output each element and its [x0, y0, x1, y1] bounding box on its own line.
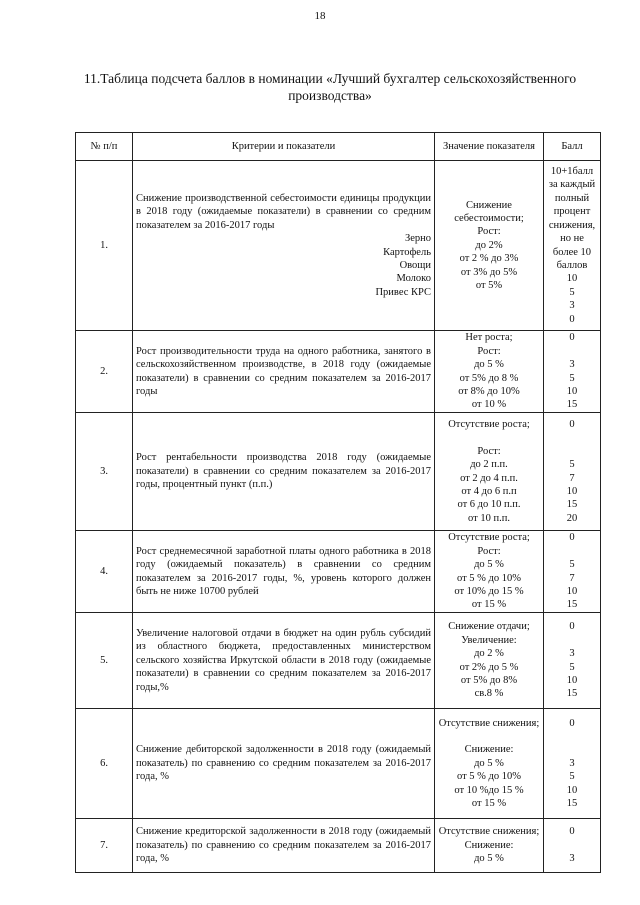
row-points	[544, 413, 601, 531]
indicator-line: от 4 до 6 п.п	[461, 485, 517, 497]
points-line	[547, 431, 597, 444]
row-number: 2.	[76, 331, 133, 413]
indicator-line: Отсутствие снижения;	[438, 717, 540, 729]
points-line: 15	[566, 798, 578, 810]
points-line: 15	[566, 399, 578, 411]
indicator-line: до 2 %	[474, 648, 504, 660]
table-row	[76, 819, 601, 873]
header-points: Балл	[544, 133, 601, 161]
indicator-line: Отсутствие снижения;	[438, 826, 540, 838]
sub-item: Овощи	[399, 259, 431, 271]
points-line	[547, 839, 597, 852]
row-number: 4.	[76, 531, 133, 613]
indicator-line: до 5 %	[474, 359, 504, 371]
indicator-line: Рост:	[477, 226, 501, 238]
points-line	[547, 445, 597, 458]
row-indicator	[435, 531, 544, 613]
points-line: 3	[569, 300, 575, 312]
row-points	[544, 709, 601, 819]
indicator-line: от 8% до 10%	[458, 385, 520, 397]
points-line: 5	[569, 771, 575, 783]
points-line: 0	[569, 332, 575, 344]
points-line: 0	[569, 418, 575, 430]
row-indicator	[435, 613, 544, 709]
indicator-line: от 2 до 4 п.п.	[460, 472, 518, 484]
page-number: 18	[314, 10, 326, 22]
indicator-line: до 2 п.п.	[470, 459, 508, 471]
indicator-line: от 15 %	[471, 599, 507, 611]
indicator-line: от 2 % до 3%	[459, 253, 519, 265]
points-line: 3	[569, 648, 575, 660]
points-line: 10	[566, 273, 578, 285]
points-line: 0	[569, 621, 575, 633]
row-indicator	[435, 709, 544, 819]
points-line: 5	[569, 286, 575, 298]
points-line: 3	[569, 757, 575, 769]
row-number: 7.	[76, 819, 133, 873]
points-line: 3	[569, 359, 575, 371]
header-criteria: Критерии и показатели	[133, 133, 435, 161]
points-line: 15	[566, 499, 578, 511]
points-line: 5	[569, 559, 575, 571]
table-row	[76, 413, 601, 531]
indicator-line	[438, 730, 540, 743]
points-line: 3	[569, 853, 575, 865]
points-line: 0	[569, 826, 575, 838]
indicator-line: до 5 %	[474, 853, 504, 865]
row-criteria	[133, 161, 435, 331]
sub-item: Зерно	[404, 233, 431, 245]
indicator-line: Рост:	[477, 545, 501, 557]
points-line: 7	[569, 472, 575, 484]
points-line: 10	[566, 784, 578, 796]
indicator-line: Рост:	[477, 445, 501, 457]
header-indicator: Значение показателя	[435, 133, 544, 161]
row-points	[544, 161, 601, 331]
indicator-line: Увеличение:	[461, 634, 517, 646]
indicator-line: до 5 %	[474, 559, 504, 571]
points-line	[547, 634, 597, 647]
row-criteria: Рост производительности труда на одного работника, занятого в сельскохозяйственном производстве, в 2018 году (ожидаемые показатели) в сравнении со средним показателем за 2016-2017 годы	[133, 331, 435, 413]
row-indicator	[435, 413, 544, 531]
points-line: 0	[569, 532, 575, 544]
indicator-line	[438, 431, 540, 444]
row-criteria: Рост рентабельности производства 2018 году (ожидаемые показатели) в сравнении со средним показателем за 2016-2017 годы, процентный пункт (п.п.)	[133, 413, 435, 531]
table-header-row	[76, 133, 601, 161]
row-number: 6.	[76, 709, 133, 819]
row-points	[544, 613, 601, 709]
indicator-line: от 10 %до 15 %	[454, 784, 524, 796]
indicator-line: Рост:	[477, 345, 501, 357]
indicator-line: до 5 %	[474, 757, 504, 769]
row-number: 5.	[76, 613, 133, 709]
points-line	[547, 743, 597, 756]
header-number: № п/п	[76, 133, 133, 161]
row-points	[544, 331, 601, 413]
indicator-line: от 5% до 8 %	[459, 372, 519, 384]
points-line: 5	[569, 372, 575, 384]
row-indicator	[435, 161, 544, 331]
indicator-line: от 5 % до 10%	[456, 771, 522, 783]
points-line: 10	[566, 585, 578, 597]
scoring-table	[75, 132, 601, 873]
indicator-line: от 5% до 8%	[460, 674, 518, 686]
criteria-text: Снижение производственной себестоимости единицы продукции в 2018 году (ожидаемые показатели) в сравнении со средним показателем за 2016-2017 годы	[136, 192, 431, 231]
indicator-line: Снижение:	[464, 839, 514, 851]
points-line: 20	[566, 512, 578, 524]
row-criteria: Рост среднемесячной заработной платы одного работника в 2018 году (ожидаемый показатель) в сравнении со средним показателем за 2016-2017 годы, %, уровень которого должен быть не ниже 10700 рублей	[133, 531, 435, 613]
table-row	[76, 161, 601, 331]
row-criteria: Увеличение налоговой отдачи в бюджет на один рубль субсидий из областного бюджета, предоставленных министерством сельского хозяйства Иркутской области в 2018 году (ожидаемые показатели) в сравнении со средним показателем за 2016-2017 годы,%	[133, 613, 435, 709]
indicator-line: Нет роста;	[465, 332, 513, 344]
points-line: 5	[569, 661, 575, 673]
indicator-line: от 15 %	[471, 798, 507, 810]
points-line: 15	[566, 599, 578, 611]
points-line: 0	[569, 717, 575, 729]
indicator-line: Снижение себестоимости;	[454, 199, 524, 224]
indicator-line: Снижение:	[464, 744, 514, 756]
row-indicator	[435, 819, 544, 873]
sub-item: Привес КРС	[375, 286, 431, 298]
table-row	[76, 613, 601, 709]
points-line: 10	[566, 485, 578, 497]
points-line	[547, 730, 597, 743]
row-points	[544, 819, 601, 873]
indicator-line: Отсутствие роста;	[448, 532, 530, 544]
row-number: 1.	[76, 161, 133, 331]
indicator-line: от 6 до 10 п.п.	[457, 499, 521, 511]
indicator-line: от 10% до 15 %	[454, 585, 524, 597]
table-title: 11.Таблица подсчета баллов в номинации «Лучший бухгалтер сельскохозяйственного производства»	[83, 71, 577, 103]
points-line: 7	[569, 572, 575, 584]
indicator-line: Отсутствие роста;	[448, 418, 530, 430]
row-points	[544, 531, 601, 613]
indicator-line: Снижение отдачи;	[448, 621, 530, 633]
row-criteria: Снижение кредиторской задолженности в 2018 году (ожидаемый показатель) по сравнению со средним показателем за 2016-2017 года, %	[133, 819, 435, 873]
table-row	[76, 331, 601, 413]
indicator-line: от 5 % до 10%	[456, 572, 522, 584]
table-row	[76, 709, 601, 819]
points-line: 10	[566, 385, 578, 397]
indicator-line: до 2%	[475, 239, 503, 251]
indicator-line: от 10 %	[471, 399, 507, 411]
row-criteria: Снижение дебиторской задолженности в 2018 году (ожидаемый показатель) по сравнению со средним показателем за 2016-2017 года, %	[133, 709, 435, 819]
points-line: 10	[566, 674, 578, 686]
points-line: 5	[569, 459, 575, 471]
points-line	[547, 545, 597, 558]
indicator-line: от 3% до 5%	[460, 266, 518, 278]
sub-item: Молоко	[396, 273, 431, 285]
points-line: 10+1балл за каждый полный процент снижения, но не более 10 баллов	[548, 166, 596, 271]
indicator-line: св.8 %	[474, 688, 504, 700]
points-line: 15	[566, 688, 578, 700]
indicator-line: от 5%	[475, 280, 503, 292]
points-line: 0	[569, 313, 575, 325]
row-indicator	[435, 331, 544, 413]
row-number: 3.	[76, 413, 133, 531]
indicator-line: от 2% до 5 %	[459, 661, 519, 673]
indicator-line: от 10 п.п.	[468, 512, 510, 524]
sub-item: Картофель	[383, 246, 431, 258]
points-line	[547, 345, 597, 358]
table-row	[76, 531, 601, 613]
